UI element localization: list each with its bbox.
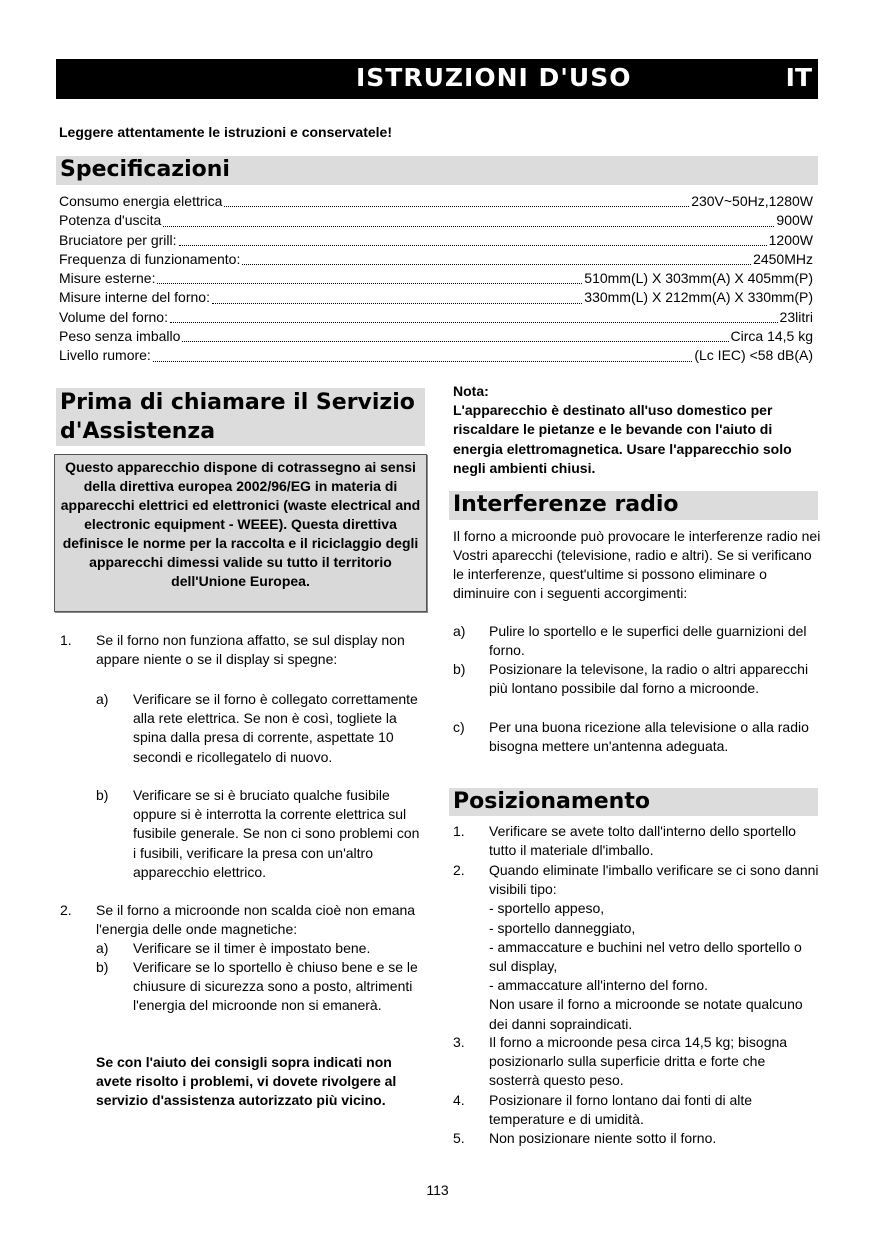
sub-item-label: b) xyxy=(453,661,466,677)
spec-value: 1200W xyxy=(768,231,813,248)
item-number: 4. xyxy=(453,1092,465,1108)
item-text: Il forno a microonde pesa circa 14,5 kg; bisogna posizionarlo sulla superficie dritta e forte che sosterrà questo peso. xyxy=(489,1034,788,1089)
item-number: 2. xyxy=(453,862,465,878)
spec-label: Misure esterne: xyxy=(59,270,156,287)
spec-row xyxy=(59,231,813,250)
positioning-heading: Posizionamento xyxy=(449,788,818,816)
spec-row xyxy=(59,250,813,269)
spec-label: Bruciatore per grill: xyxy=(59,231,177,248)
spec-value: 230V~50Hz,1280W xyxy=(691,193,813,209)
radio-heading: Interferenze radio xyxy=(449,491,818,520)
spec-row xyxy=(59,192,813,211)
nota-title: Nota: xyxy=(453,383,489,399)
spec-row xyxy=(59,288,813,307)
sub-item-label: c) xyxy=(453,719,465,735)
intro-text: Leggere attentamente le istruzioni e conservatele! xyxy=(59,124,392,140)
language-code: IT xyxy=(785,63,812,92)
assistance-heading xyxy=(56,388,425,446)
specs-list xyxy=(59,192,813,366)
item-text: Se il forno a microonde non scalda cioè non emana l'energia delle onde magnetiche: xyxy=(96,902,416,938)
item-text: Posizionare il forno lontano dai fonti di alte temperature e di umidità. xyxy=(489,1092,753,1128)
nota-text: L'apparecchio è destinato all'uso domestico per riscaldare le pietanze e le bevande con l'aiuto di energia elettromagnetica. Usare l'apparecchio solo negli ambienti chiusi. xyxy=(453,402,792,476)
sub-item-label: a) xyxy=(96,940,109,956)
spec-label: Consumo energia elettrica xyxy=(59,193,223,209)
spec-value: 2450MHz xyxy=(753,250,813,267)
item-text: - ammaccature e buchini nel vetro dello sportello o sul display, xyxy=(489,938,802,975)
item-text: - sportello appeso, xyxy=(489,900,605,917)
item-text: Non usare il forno a microonde se notate qualcuno dei danni sopraindicati. xyxy=(489,996,803,1032)
sub-item-text: Verificare se lo sportello è chiuso bene e se le chiusure di sicurezza sono a posto, altrimenti l'energia del microonde non si emanerà. xyxy=(133,959,418,1014)
spec-value: (Lc IEC) <58 dB(A) xyxy=(694,347,813,364)
nota-block xyxy=(453,382,823,478)
spec-row xyxy=(59,308,813,327)
spec-value: Circa 14,5 kg xyxy=(730,328,813,345)
item-text-block xyxy=(489,861,819,1034)
weee-notice: Questo apparecchio dispone di cotrassegno ai sensi della direttiva europea 2002/96/EG in materia di apparecchi elettrici ed elettronici (waste electrical and electronic equipment - WEEE). Questa direttiva definisce le norme per la raccolta e il riciclaggio degli apparecchi dimessi valide su tutto il territorio dell'Unione Europea. xyxy=(54,454,427,612)
sub-item-label: a) xyxy=(96,691,109,707)
page-number: 113 xyxy=(426,1182,449,1198)
specs-heading: Specificazioni xyxy=(56,156,818,185)
spec-label: Livello rumore: xyxy=(59,347,151,364)
sub-item-text: Verificare se il forno è collegato correttamente alla rete elettrica. Se non è così, togliete la spina dalla presa di corrente, aspettate 10 secondi e ricollegatelo di nuovo. xyxy=(133,691,418,765)
spec-row xyxy=(59,327,813,346)
sub-item-text: Posizionare la televisone, la radio o altri apparecchi più lontano possibile dal forno a microonde. xyxy=(489,661,809,697)
item-number: 3. xyxy=(453,1034,465,1050)
sub-item-text: Pulire lo sportello e le superfici delle guarnizioni del forno. xyxy=(489,623,807,659)
item-text: Se il forno non funziona affatto, se sul display non appare niente o se il display si spegne: xyxy=(96,632,405,668)
spec-label: Misure interne del forno: xyxy=(59,289,210,306)
spec-value: 900W xyxy=(776,212,813,229)
assistance-heading-line1: Prima di chiamare il Servizio xyxy=(60,390,415,415)
item-number: 5. xyxy=(453,1130,465,1146)
closing-note: Se con l'aiuto dei consigli sopra indicati non avete risolto i problemi, vi dovete rivolgere al servizio d'assistenza autorizzato più vicino. xyxy=(96,1054,397,1109)
assistance-heading-line2: d'Assistenza xyxy=(60,419,216,444)
sub-item-label: b) xyxy=(96,959,109,975)
spec-label: Volume del forno: xyxy=(59,308,168,325)
sub-item-text: Verificare se si è bruciato qualche fusibile oppure si è interrotta la corrente elettrica sul fusibile generale. Se non ci sono problemi con i fusibili, verificare la presa con un'altro apparecchio elettrico. xyxy=(133,787,420,880)
item-text: Non posizionare niente sotto il forno. xyxy=(489,1130,717,1146)
item-text: Quando eliminate l'imballo verificare se ci sono danni visibili tipo: xyxy=(489,862,819,898)
item-number: 1. xyxy=(60,632,72,648)
spec-label: Frequenza di funzionamento: xyxy=(59,250,241,267)
sub-item-label: b) xyxy=(96,787,109,803)
item-number: 1. xyxy=(453,823,465,839)
item-number: 2. xyxy=(60,902,72,918)
header-bar xyxy=(56,59,818,99)
sub-item-text: Per una buona ricezione alla televisione o alla radio bisogna mettere un'antenna adeguata. xyxy=(489,719,809,755)
spec-row xyxy=(59,211,813,230)
spec-value: 330mm(L) X 212mm(A) X 330mm(P) xyxy=(584,289,813,306)
item-text: - sportello danneggiato, xyxy=(489,919,636,936)
spec-value: 23litri xyxy=(779,308,813,325)
item-text: - ammaccature all'interno del forno. xyxy=(489,977,708,994)
spec-row xyxy=(59,269,813,288)
radio-intro: Il forno a microonde può provocare le interferenze radio nei Vostri aparecchi (televisione, radio e altri). Se si verificano le interferenze, quest'ultime si possono eliminare o diminuire con i seguenti accorgimenti: xyxy=(453,528,821,601)
sub-item-label: a) xyxy=(453,623,466,639)
spec-row xyxy=(59,346,813,365)
sub-item-text: Verificare se il timer è impostato bene. xyxy=(133,940,371,956)
spec-value: 510mm(L) X 303mm(A) X 405mm(P) xyxy=(584,270,813,287)
item-text: Verificare se avete tolto dall'interno dello sportello tutto il materiale dl'imballo. xyxy=(489,823,796,859)
page-title: ISTRUZIONI D'USO xyxy=(356,63,632,92)
spec-label: Peso senza imballo xyxy=(59,328,181,345)
spec-label: Potenza d'uscita xyxy=(59,212,162,229)
